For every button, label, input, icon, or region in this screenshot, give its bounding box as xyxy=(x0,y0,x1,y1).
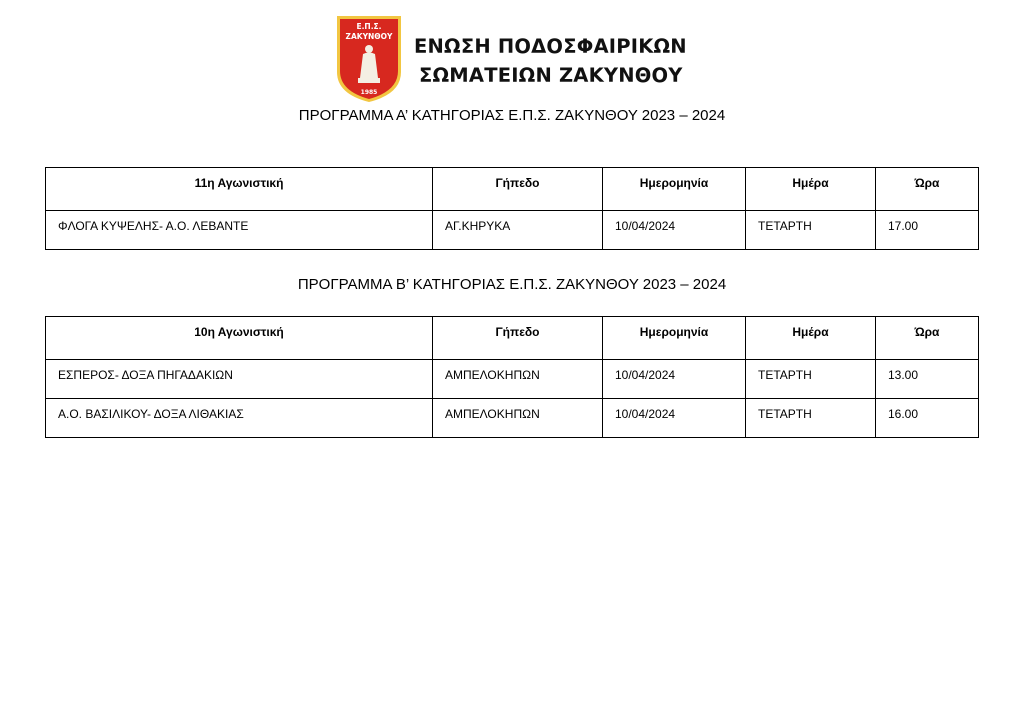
table-header-row xyxy=(46,317,979,360)
cell-stadium: ΑΓ.ΚΗΡΥΚΑ xyxy=(433,211,603,250)
cell-time: 13.00 xyxy=(876,360,979,399)
cell-day: ΤΕΤΑΡΤΗ xyxy=(746,399,876,438)
table-row xyxy=(46,211,979,250)
section-title-b: ΠΡΟΓΡΑΜΜΑ Β’ ΚΑΤΗΓΟΡΙΑΣ Ε.Π.Σ. ΖΑΚΥΝΘΟΥ 2023 – 2024 xyxy=(297,276,727,293)
section-title-a: ΠΡΟΓΡΑΜΜΑ Α’ ΚΑΤΗΓΟΡΙΑΣ Ε.Π.Σ. ΖΑΚΥΝΘΟΥ 2023 – 2024 xyxy=(298,107,726,124)
organization-name-line1: ΕΝΩΣΗ ΠΟΔΟΣΦΑΙΡΙΚΩΝ xyxy=(414,35,687,58)
table-row xyxy=(46,360,979,399)
schedule-table-b xyxy=(45,316,979,438)
header-day: Ημέρα xyxy=(746,168,876,211)
header-stadium: Γήπεδο xyxy=(433,168,603,211)
header-time: Ώρα xyxy=(876,317,979,360)
cell-time: 17.00 xyxy=(876,211,979,250)
cell-match: ΦΛΟΓΑ ΚΥΨΕΛΗΣ- Α.Ο. ΛΕΒΑΝΤΕ xyxy=(46,211,433,250)
organization-name-line2: ΣΩΜΑΤΕΙΩΝ ΖΑΚΥΝΘΟΥ xyxy=(419,64,683,87)
cell-day: ΤΕΤΑΡΤΗ xyxy=(746,360,876,399)
header-matchday: 10η Αγωνιστική xyxy=(46,317,433,360)
header-matchday: 11η Αγωνιστική xyxy=(46,168,433,211)
cell-match: Α.Ο. ΒΑΣΙΛΙΚΟΥ- ΔΟΞΑ ΛΙΘΑΚΙΑΣ xyxy=(46,399,433,438)
header-day: Ημέρα xyxy=(746,317,876,360)
cell-stadium: ΑΜΠΕΛΟΚΗΠΩΝ xyxy=(433,399,603,438)
header xyxy=(334,14,694,104)
table-row xyxy=(46,399,979,438)
cell-match: ΕΣΠΕΡΟΣ- ΔΟΞΑ ΠΗΓΑΔΑΚΙΩΝ xyxy=(46,360,433,399)
cell-day: ΤΕΤΑΡΤΗ xyxy=(746,211,876,250)
table-header-row xyxy=(46,168,979,211)
cell-stadium: ΑΜΠΕΛΟΚΗΠΩΝ xyxy=(433,360,603,399)
cell-time: 16.00 xyxy=(876,399,979,438)
header-stadium: Γήπεδο xyxy=(433,317,603,360)
cell-date: 10/04/2024 xyxy=(603,399,746,438)
logo-name-text: ΖΑΚΥΝΘΟΥ xyxy=(345,32,393,41)
header-date: Ημερομηνία xyxy=(603,317,746,360)
cell-date: 10/04/2024 xyxy=(603,211,746,250)
logo-top-text: Ε.Π.Σ. xyxy=(356,22,382,31)
cell-date: 10/04/2024 xyxy=(603,360,746,399)
schedule-table-a xyxy=(45,167,979,250)
logo-year: 1985 xyxy=(360,89,378,96)
header-date: Ημερομηνία xyxy=(603,168,746,211)
eps-zakynthos-logo xyxy=(334,14,404,104)
header-time: Ώρα xyxy=(876,168,979,211)
